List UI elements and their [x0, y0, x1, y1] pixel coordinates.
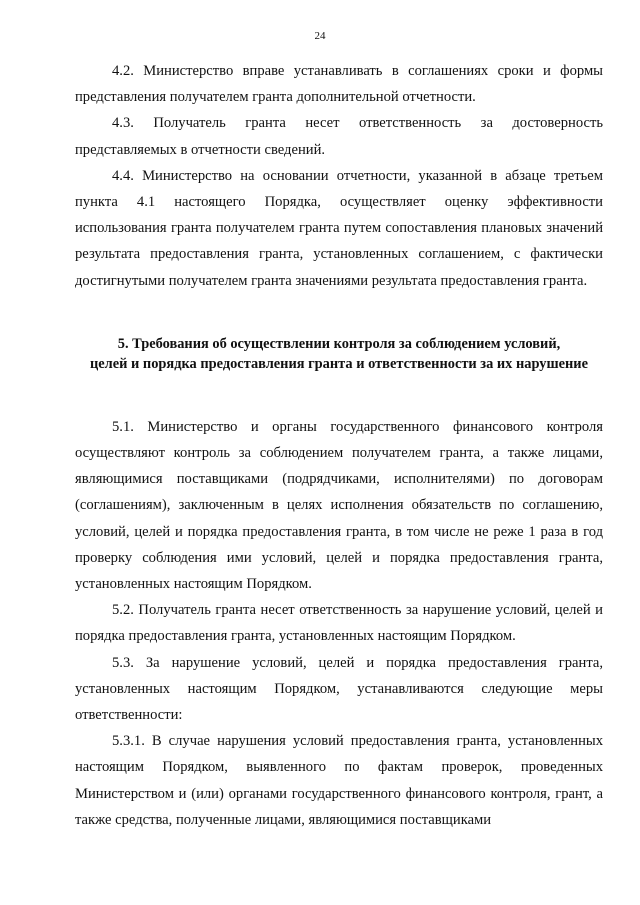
page-number: 24 — [314, 30, 326, 42]
paragraph-4-2: 4.2. Министерство вправе устанавливать в соглашениях сроки и формы представления получателем гранта дополнительной отчетности. — [75, 63, 603, 106]
page-content — [75, 58, 603, 833]
paragraph-4-3: 4.3. Получатель гранта несет ответственность за достоверность представляемых в отчетности сведений. — [75, 115, 603, 158]
paragraph-5-3-1: 5.3.1. В случае нарушения условий предоставления гранта, установленных настоящим Порядком, выявленного по фактам проверок, проведенных Министерством и (или) органами государственного финансового контроля, грант, а также средства, полученные лицами, являющимися поставщиками — [75, 733, 603, 828]
paragraph-5-2: 5.2. Получатель гранта несет ответственность за нарушение условий, целей и порядка предоставления гранта, установленных настоящим Порядком. — [75, 602, 603, 645]
paragraph-5-1: 5.1. Министерство и органы государственного финансового контроля осуществляют контроль за соблюдением получателем гранта, а также лицами, являющимися поставщиками (подрядчиками, исполнителями) по договорам (соглашениям), заключенным в целях исполнения обязательств по соглашению, условий, целей и порядка предоставления гранта, в том числе не реже 1 раза в год проверку соблюдения ими условий, целей и порядка предоставления гранта, установленных настоящим Порядком. — [75, 418, 603, 593]
section-heading-line-1: 5. Требования об осуществлении контроля за соблюдением условий, — [117, 335, 561, 352]
section-5-heading — [75, 334, 603, 374]
paragraph-4-4: 4.4. Министерство на основании отчетности, указанной в абзаце третьем пункта 4.1 настоящего Порядка, осуществляет оценку эффективности использования гранта получателем гранта путем сопоставления плановых значений результата предоставления гранта, установленных соглашением, с фактически достигнутыми получателем гранта значениями результата предоставления гранта. — [75, 167, 603, 289]
section-heading-line-2: целей и порядка предоставления гранта и ответственности за их нарушение — [90, 355, 588, 372]
paragraph-5-3: 5.3. За нарушение условий, целей и порядка предоставления гранта, установленных настоящим Порядком, устанавливаются следующие меры ответственности: — [75, 654, 603, 724]
